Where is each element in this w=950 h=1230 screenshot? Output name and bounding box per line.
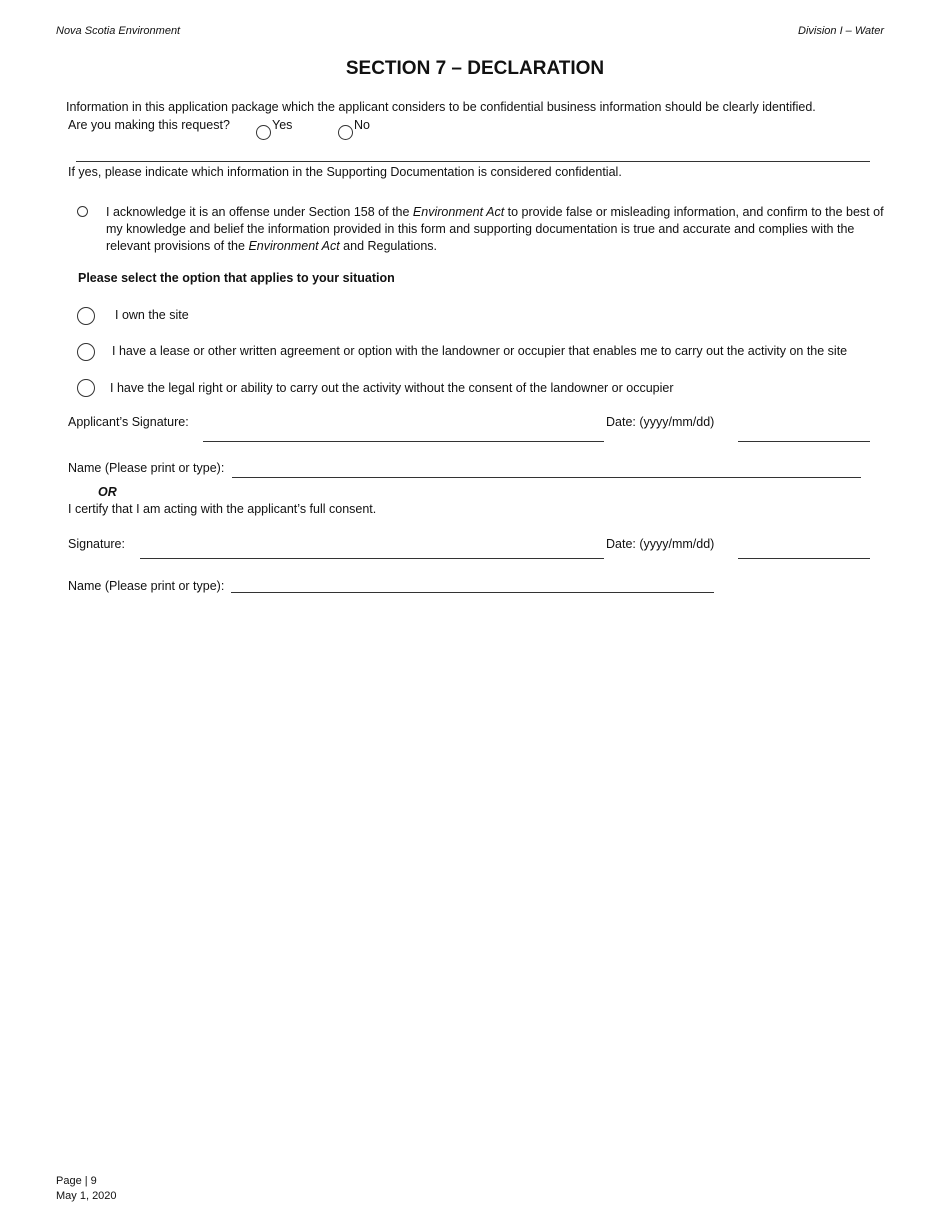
certify-text: I certify that I am acting with the applicant’s full consent. [68, 502, 377, 516]
lease-label: I have a lease or other written agreement or option with the landowner or occupier that enables me to carry out the activity on the site [112, 344, 848, 358]
page-title: SECTION 7 – DECLARATION [345, 58, 605, 79]
applicant-signature-line[interactable] [203, 441, 604, 442]
acknowledge-text: I acknowledge it is an offense under Section 158 of the Environment Act to provide false or misleading information, and confirm to the best of my knowledge and belief the information provided in this form and supporting documentation is true and accurate and complies with the relevant provisions of the Environment Act and Regulations. [106, 205, 884, 253]
legal-right-radio[interactable] [77, 379, 95, 397]
or-label: OR [98, 485, 117, 499]
legal-right-label: I have the legal right or ability to carry out the activity without the consent of the landowner or occupier [110, 381, 674, 395]
applicant-name-label: Name (Please print or type): [68, 461, 225, 475]
agent-name-label: Name (Please print or type): [68, 579, 225, 593]
agent-date-line[interactable] [738, 558, 870, 559]
applicant-date-label: Date: (yyyy/mm/dd) [606, 415, 715, 429]
applicant-date-line[interactable] [738, 441, 870, 442]
situation-heading: Please select the option that applies to your situation [78, 271, 395, 285]
agent-signature-line[interactable] [140, 558, 604, 559]
confidential-line [76, 161, 870, 162]
header-division: Division I – Water [798, 25, 884, 37]
agent-signature-label: Signature: [68, 537, 125, 551]
no-radio[interactable] [338, 125, 353, 140]
own-site-radio[interactable] [77, 307, 95, 325]
footer-page: Page | 9 [56, 1175, 97, 1187]
lease-radio[interactable] [77, 343, 95, 361]
own-site-label: I own the site [115, 308, 189, 322]
confidential-if-yes: If yes, please indicate which information in the Supporting Documentation is considered confidential. [68, 165, 622, 179]
confidential-question: Are you making this request? [68, 118, 230, 132]
yes-radio[interactable] [256, 125, 271, 140]
yes-label: Yes [272, 118, 293, 132]
acknowledge-checkbox[interactable] [77, 206, 88, 217]
agent-date-label: Date: (yyyy/mm/dd) [606, 537, 715, 551]
no-label: No [354, 118, 370, 132]
footer-date: May 1, 2020 [56, 1190, 117, 1202]
confidential-intro: Information in this application package which the applicant considers to be confidential business information should be clearly identified. [66, 100, 816, 114]
header-org: Nova Scotia Environment [56, 25, 181, 37]
applicant-name-line[interactable] [232, 477, 861, 478]
applicant-signature-label: Applicant’s Signature: [68, 415, 189, 429]
agent-name-line[interactable] [231, 592, 714, 593]
